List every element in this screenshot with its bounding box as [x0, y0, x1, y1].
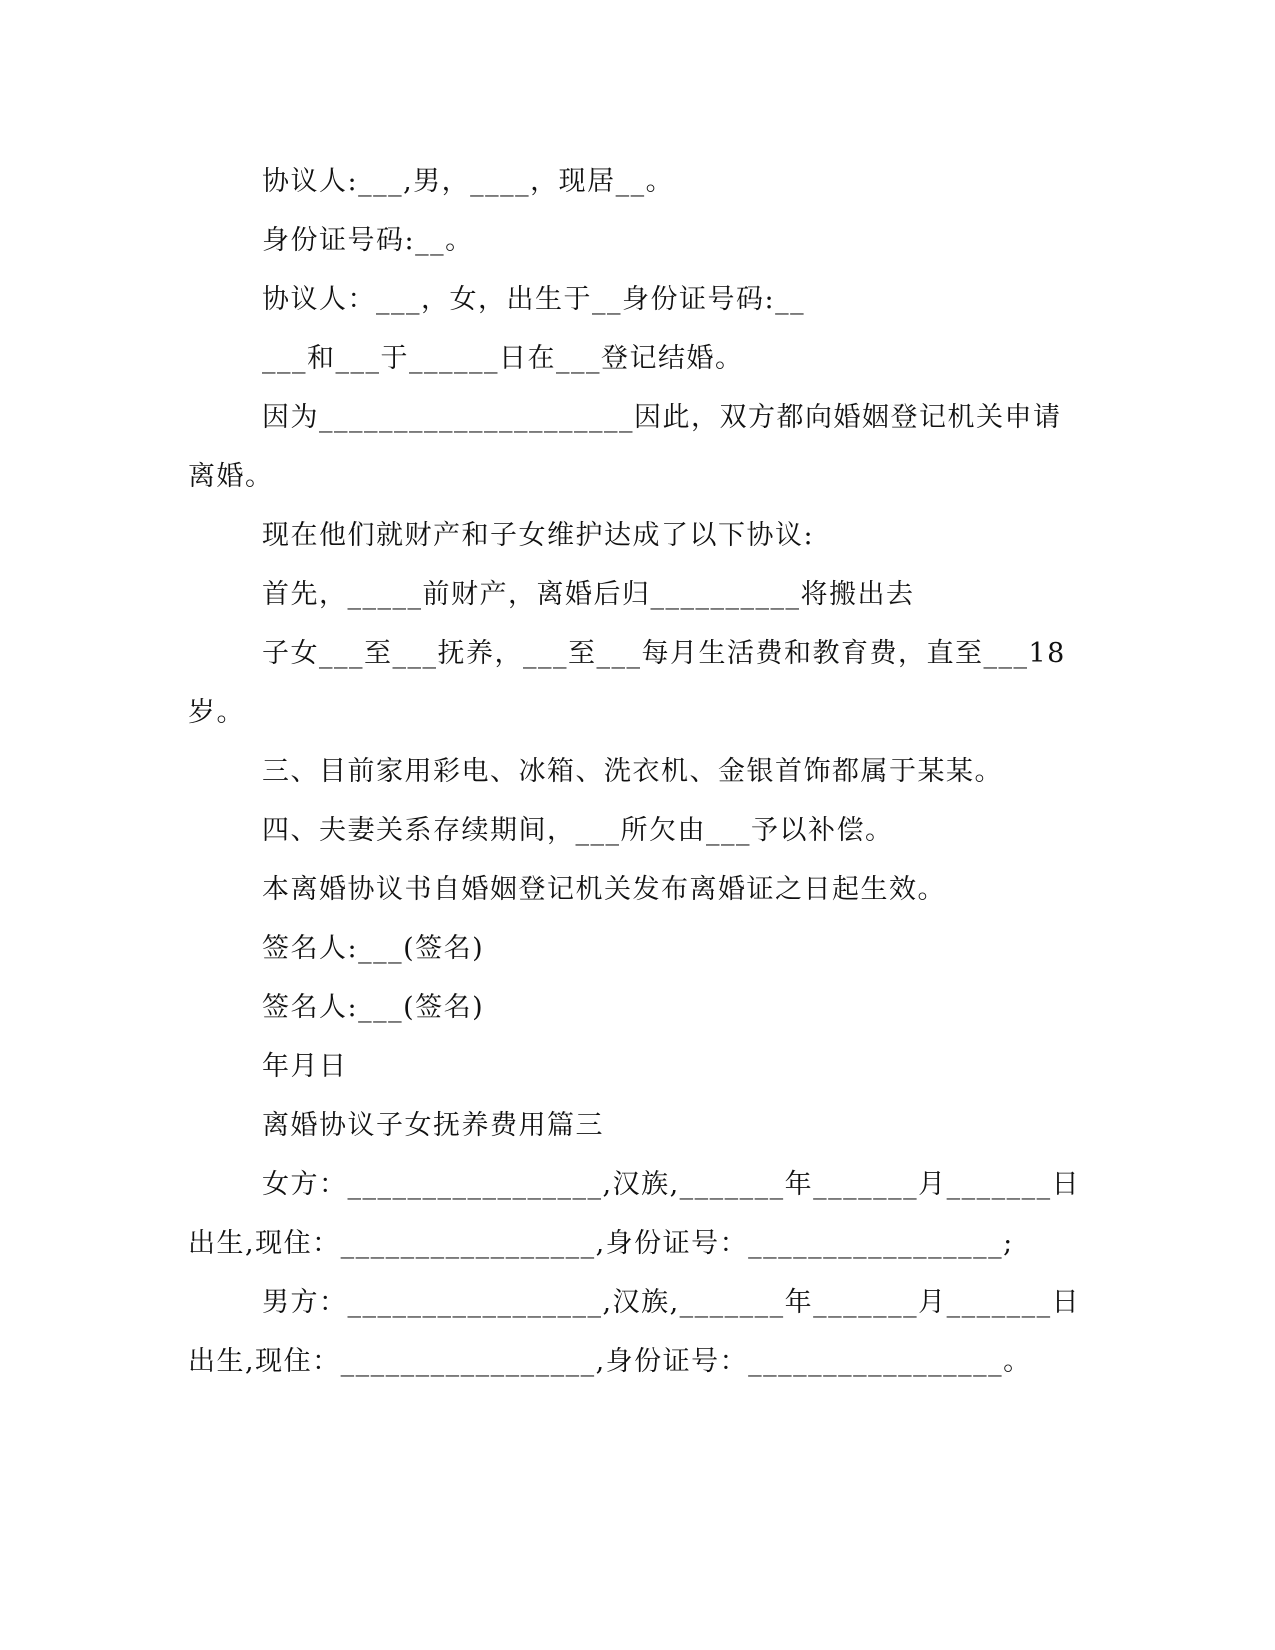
paragraph-agreement-intro: 现在他们就财产和子女维护达成了以下协议:	[262, 520, 815, 551]
paragraph-marriage-registration: ___和___于______日在___登记结婚。	[262, 343, 744, 374]
paragraph-appliances: 三、目前家用彩电、冰箱、洗衣机、金银首饰都属于某某。	[262, 756, 1003, 787]
section-heading: 离婚协议子女抚养费用篇三	[262, 1110, 604, 1141]
paragraph-effective: 本离婚协议书自婚姻登记机关发布离婚证之日起生效。	[262, 874, 946, 905]
signature-line-2: 签名人:___(签名)	[262, 992, 485, 1023]
paragraph-party-male: 协议人:___,男，____，现居__。	[262, 166, 675, 197]
paragraph-party-female: 协议人：___，女，出生于__身份证号码:__	[262, 284, 806, 315]
paragraph-child-custody: 子女___至___抚养，___至___每月生活费和教育费，直至___18	[262, 638, 1066, 669]
paragraph-property: 首先，_____前财产，离婚后归__________将搬出去	[262, 579, 915, 610]
paragraph-divorce-reason: 因为_____________________因此，双方都向婚姻登记机关申请	[262, 402, 1062, 433]
date-line: 年月日	[262, 1051, 348, 1082]
paragraph-divorce-reason-cont: 离婚。	[188, 461, 274, 492]
paragraph-wife-info-cont: 出生,现住：_________________,身份证号：_________________;	[188, 1228, 1014, 1259]
signature-line-1: 签名人:___(签名)	[262, 933, 485, 964]
paragraph-husband-info: 男方：_________________,汉族,_______年_______月_______日	[262, 1287, 1081, 1318]
paragraph-debts: 四、夫妻关系存续期间，___所欠由___予以补偿。	[262, 815, 894, 846]
paragraph-wife-info: 女方：_________________,汉族,_______年_______月_______日	[262, 1169, 1081, 1200]
paragraph-child-custody-cont: 岁。	[188, 697, 245, 728]
paragraph-id-number: 身份证号码:__。	[262, 225, 474, 256]
paragraph-husband-info-cont: 出生,现住：_________________,身份证号：_________________。	[188, 1346, 1032, 1377]
